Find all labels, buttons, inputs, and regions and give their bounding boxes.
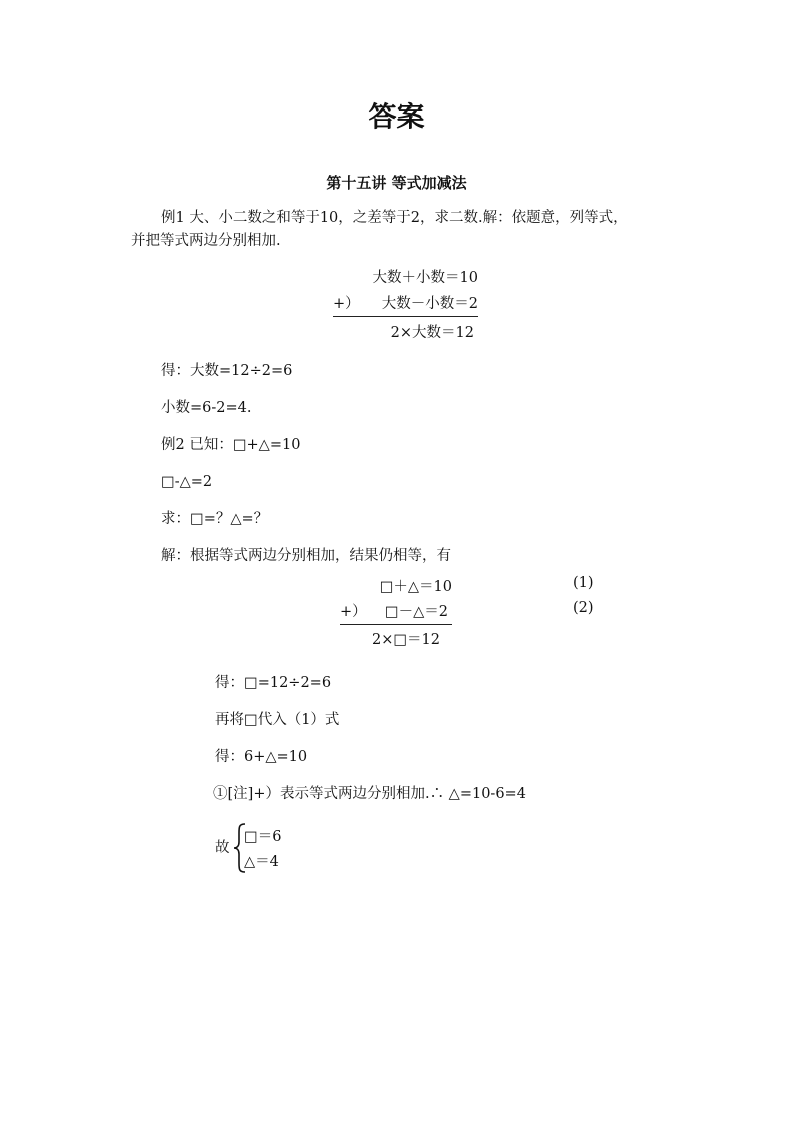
example1-sum-equation: 2×大数＝12 — [390, 325, 474, 341]
conclusion-label: 故 — [215, 840, 230, 856]
example2-equation-1-tag: (1) — [573, 575, 594, 591]
example1-equation-2: 大数－小数＝2 — [381, 296, 478, 312]
example2-equation-2-tag: (2) — [573, 600, 594, 616]
example2-question: 求：□=？△=？ — [161, 511, 269, 527]
example2-given-line2: □-△=2 — [161, 474, 213, 490]
example1-plus-operator: +） — [333, 296, 360, 312]
example2-step-1: 得：□=12÷2=6 — [215, 675, 332, 691]
example2-equation-1: □＋△＝10 — [379, 579, 452, 595]
example2-sum-rule — [340, 624, 452, 625]
lesson-title: 第十五讲 等式加减法 — [326, 174, 467, 192]
page-title: 答案 — [368, 100, 425, 133]
example2-equation-2: □－△＝2 — [384, 604, 448, 620]
example1-text-line2: 并把等式两边分别相加. — [131, 233, 281, 249]
example2-step-3: 得：6+△=10 — [215, 749, 308, 765]
conclusion-line-1: □＝6 — [244, 829, 282, 845]
example2-sum-equation: 2×□＝12 — [371, 632, 440, 648]
example2-step-2: 再将□代入（1）式 — [215, 712, 340, 728]
example1-sum-rule — [333, 316, 478, 317]
example1-result-small: 小数=6-2=4. — [161, 400, 252, 416]
example2-given-line1: 例2 已知：□+△=10 — [161, 437, 301, 453]
conclusion-line-2: △＝4 — [244, 854, 279, 870]
example2-plus-operator: +） — [340, 604, 367, 620]
example1-equation-1: 大数＋小数＝10 — [372, 270, 478, 286]
example2-solution-intro: 解：根据等式两边分别相加，结果仍相等，有 — [161, 548, 451, 564]
example1-text-line1: 例1 大、小二数之和等于10，之差等于2，求二数.解：依题意，列等式， — [161, 210, 628, 226]
example2-note: ①[注]+）表示等式两边分别相加.∴ △=10-6=4 — [213, 786, 526, 802]
example1-result-large: 得：大数=12÷2=6 — [161, 363, 293, 379]
